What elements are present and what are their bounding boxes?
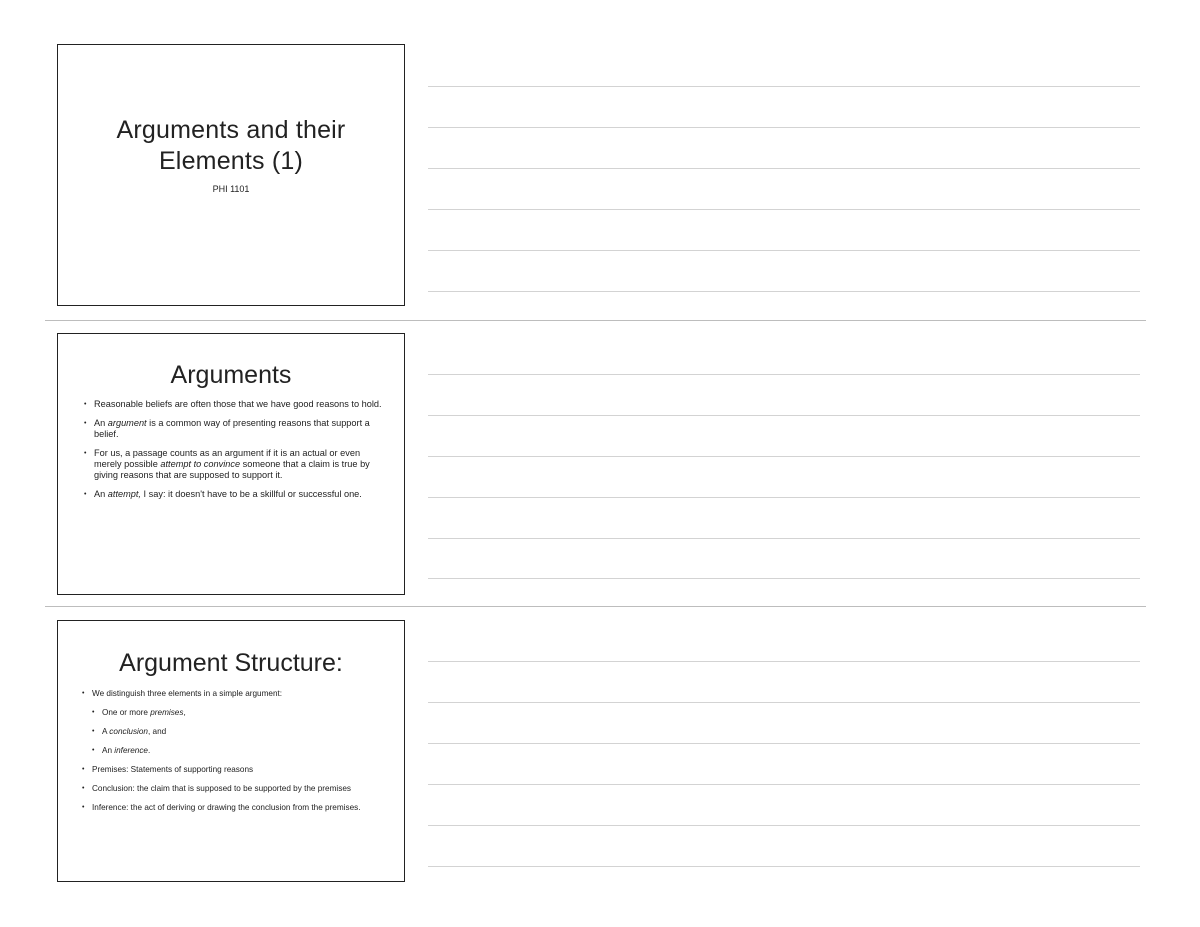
bullet-item: • Inference: the act of deriving or drawing the conclusion from the premises. [82, 803, 384, 813]
slide-3-argument-structure [57, 620, 405, 882]
note-line [428, 456, 1140, 457]
note-line [428, 661, 1140, 662]
sub-bullet-item: • One or more premises, [92, 708, 384, 718]
bullet-item: • An argument is a common way of presenting reasons that support a belief. [84, 418, 384, 440]
slide-2-title: Arguments [170, 361, 292, 389]
note-line [428, 743, 1140, 744]
note-line [428, 866, 1140, 867]
slide-3-title: Argument Structure: [119, 649, 343, 677]
slide-1-title-line1: Arguments and their [116, 116, 346, 144]
bullet-item: • For us, a passage counts as an argument if it is an actual or even merely possible attempt to convince someone that a claim is true by giving reasons that are supposed to support it. [84, 448, 384, 481]
handout-row-2 [0, 320, 1200, 607]
slide-2-bullet-list [84, 399, 384, 500]
note-line [428, 209, 1140, 210]
note-line [428, 127, 1140, 128]
note-line [428, 538, 1140, 539]
bullet-item: • Premises: Statements of supporting reasons [82, 765, 384, 775]
slide-1-title-line2: Elements (1) [158, 147, 304, 175]
note-line [428, 374, 1140, 375]
note-line [428, 578, 1140, 579]
sub-bullet-item: • An inference. [92, 746, 384, 756]
note-line [428, 702, 1140, 703]
slide-1-subtitle: PHI 1101 [212, 184, 250, 194]
handout-row-3 [0, 607, 1200, 927]
note-line [428, 497, 1140, 498]
note-line [428, 250, 1140, 251]
slide-1-title-slide [57, 44, 405, 306]
handout-row-1 [0, 0, 1200, 320]
note-line [428, 291, 1140, 292]
note-line [428, 825, 1140, 826]
bullet-item: • We distinguish three elements in a simple argument: [82, 689, 384, 699]
bullet-item: • Reasonable beliefs are often those that we have good reasons to hold. [84, 399, 384, 410]
note-line [428, 86, 1140, 87]
note-line [428, 415, 1140, 416]
bullet-item: • Conclusion: the claim that is supposed to be supported by the premises [82, 784, 384, 794]
note-line [428, 168, 1140, 169]
slide-1-title [58, 115, 404, 177]
slide-3-bullet-list [82, 689, 384, 813]
slide-2-arguments [57, 333, 405, 595]
bullet-item: • An attempt, I say: it doesn't have to be a skillful or successful one. [84, 489, 384, 500]
note-line [428, 784, 1140, 785]
sub-bullet-item: • A conclusion, and [92, 727, 384, 737]
